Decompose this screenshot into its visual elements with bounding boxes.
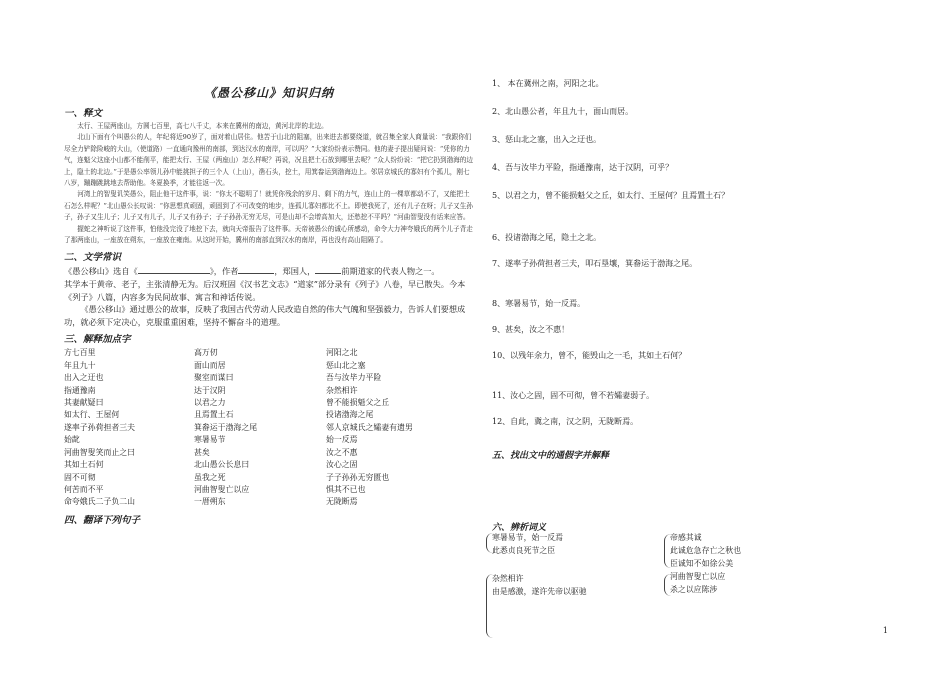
left-column (64, 78, 474, 528)
translation-paragraph: 河湾上的智叟讥笑愚公，阻止他干这件事，说：“你太不聪明了！就凭你残余的岁月、剩下的力气，连山上的一棵草都动不了，又能把土石怎么样呢？”北山愚公长叹说：“你思想真顽固，顽固到了不可改变的地步，连孤儿寡妇都比不上。即使我死了，还有儿子在呀；儿子又生孙子，孙子又生儿子；儿子又有儿子，儿子又有孙子；子子孙孙无穷无尽，可是山却不会增高加大，还愁挖不平吗？”河曲智叟没有话来应答。 (64, 190, 473, 222)
word-item: 始龀 (64, 435, 80, 445)
meaning-item: 臣诚知不如徐公美 (670, 558, 734, 568)
translate-sentence: 1、 本在冀州之南，河阳之北。 (492, 79, 604, 88)
translate-sentence: 12、自此，冀之南，汉之阴，无陇断焉。 (492, 417, 639, 426)
word-item: 河阳之北 (326, 348, 358, 358)
word-item: 其妻献疑曰 (64, 398, 104, 408)
meaning-group-4 (670, 571, 725, 597)
literature-line: 《愚公移山》选自《 》，作者 ，郑国人， 前期道家的代表人物之一。 (64, 266, 440, 277)
word-item: 一厝朔东 (194, 497, 226, 507)
word-item: 年且九十 (64, 360, 96, 370)
fill-blank-author[interactable] (238, 273, 274, 274)
fill-blank-era[interactable] (315, 273, 341, 274)
meaning-item: 河曲智叟亡以应 (670, 572, 726, 581)
meaning-item: 此诚危急存亡之秋也 (670, 545, 742, 555)
meaning-item: 寒暑易节，始一反焉 (492, 533, 564, 542)
section-heading-literature: 二、文学常识 (64, 252, 122, 264)
word-item: 惧其不已也 (326, 484, 366, 494)
word-item: 以君之力 (194, 398, 226, 408)
page-number: 1 (882, 626, 888, 635)
meaning-item: 杂然相许 (492, 574, 524, 583)
word-item: 虽我之死 (194, 472, 226, 482)
fill-blank-source[interactable] (138, 273, 210, 274)
section-heading-word-meaning: 六、辨析词义 (492, 523, 547, 533)
translation-paragraph: 北山下面有个叫愚公的人，年纪将近90岁了，面对着山居住。他苦于山北的阻塞，出来进去都要绕道，就召集全家人商量说：“我跟你们尽全力铲除险峻的大山，（使道路）一直通向豫州的南部，到达汉水的南岸，可以吗？”大家纷纷表示赞同。他的妻子提出疑问说：“凭你的力气，连魁父这座小山都不能削平，能把太行、王屋（两座山）怎么样呢？再说，况且把土石放到哪里去呢？”众人纷纷说：“把它扔到渤海的边上，隐土的北边。”于是愚公率领儿孙中能挑担子的三个人（上山），凿石头，挖土，用箕畚运到渤海边上。邻居京城氏的寡妇有个孤儿，刚七八岁，蹦蹦跳跳地去帮助他。冬夏换季，才能往返一次。 (64, 133, 473, 188)
word-item: 无陇断焉 (326, 497, 358, 507)
translation-paragraph: 太行、王屋两座山，方圆七百里，高七八千丈，本来在冀州的南边，黄河北岸的北边。 (77, 122, 328, 130)
word-item: 箕畚运于渤海之尾 (194, 422, 258, 432)
word-item: 北山愚公长息曰 (194, 460, 250, 470)
word-grid (64, 347, 474, 508)
page-title: 《愚公移山》知识归纳 (203, 86, 334, 100)
word-item: 寒暑易节 (194, 435, 226, 445)
word-item: 何苦而不平 (64, 484, 104, 494)
word-item: 出入之迂也 (64, 373, 104, 383)
word-item: 惩山北之塞 (326, 360, 366, 370)
translate-sentence: 2、北山愚公者，年且九十，面山而居。 (492, 107, 634, 116)
word-item: 汝心之固 (326, 460, 358, 470)
right-column (492, 78, 872, 428)
word-item: 始一反焉 (326, 435, 358, 445)
word-item: 邻人京城氏之孀妻有遗男 (326, 422, 413, 432)
meaning-group-1 (492, 532, 563, 558)
word-item: 命夸娥氏二子负二山 (64, 497, 136, 507)
translate-sentence: 4、吾与汝毕力平险，指通豫南，达于汉阴，可乎？ (492, 163, 674, 172)
section-heading-word-explain: 三、解释加点字 (64, 334, 131, 346)
translate-sentence: 8、寒暑易节，始一反焉。 (492, 299, 586, 308)
section-heading-translate-sentences: 四、翻译下列句子 (64, 514, 141, 526)
word-item: 指通豫南 (64, 385, 96, 395)
word-item: 且焉置土石 (194, 410, 234, 420)
literature-line: 其学本于黄帝、老子，主张清静无为。后汉班固《汉书艺文志》“道家”部分录有《列子》八卷，早已散失。今本《列子》八篇，内容多为民间故事、寓言和神话传说。 (64, 279, 466, 302)
translate-sentence: 3、惩山北之塞，出入之迂也。 (492, 135, 602, 144)
meaning-item: 帝感其诚 (670, 533, 702, 542)
translate-sentence: 6、投诸渤海之尾，隐土之北。 (492, 233, 602, 242)
word-item: 甚矣 (194, 447, 210, 457)
word-item: 曾不能损魁父之丘 (326, 398, 390, 408)
section-heading-translation: 一、释文 (64, 108, 103, 119)
meaning-item: 杀之以应陈涉 (670, 584, 718, 594)
translation-paragraph: 握蛇之神听说了这件事，怕他没完没了地挖下去，就向天帝报告了这件事。天帝被愚公的诚心所感动，命令大力神夸娥氏的两个儿子背走了那两座山，一座放在朔东，一座放在雍南。从这时开始，冀州的南部直到汉水的南岸，再也没有高山阻隔了。 (64, 224, 473, 245)
word-item: 子子孙孙无穷匮也 (326, 472, 390, 482)
word-item: 其如土石何 (64, 460, 104, 470)
meaning-group-2 (670, 532, 741, 570)
word-item: 聚室而谋曰 (194, 373, 234, 383)
word-item: 河曲智叟亡以应 (194, 484, 250, 494)
word-item: 方七百里 (64, 348, 96, 358)
meaning-group-3 (492, 573, 587, 599)
translate-sentence: 5、以君之力，曾不能损魁父之丘，如太行、王屋何？且焉置土石？ (492, 191, 730, 200)
word-item: 如太行、王屋何 (64, 410, 120, 420)
word-item: 固不可彻 (64, 472, 96, 482)
word-item: 投诸渤海之尾 (326, 410, 374, 420)
translate-sentence: 9、甚矣，汝之不惠！ (492, 325, 570, 334)
word-item: 面山而居 (194, 360, 226, 370)
word-item: 达于汉阴 (194, 385, 226, 395)
translate-sentence: 11、汝心之固，固不可彻，曾不若孀妻弱子。 (492, 391, 655, 400)
translate-sentence: 7、遂率子孙荷担者三夫，叩石垦壤，箕畚运于渤海之尾。 (492, 259, 698, 268)
translate-sentence: 10、以残年余力，曾不，能毁山之一毛，其如土石何？ (492, 351, 687, 360)
word-item: 吾与汝毕力平险 (326, 373, 382, 383)
word-item: 汝之不惠 (326, 447, 358, 457)
meaning-item: 由是感激，遂许先帝以驱驰 (492, 586, 587, 596)
word-item: 河曲智叟笑而止之曰 (64, 447, 136, 457)
sentence-list (492, 78, 872, 428)
meaning-item: 此悉贞良死节之臣 (492, 545, 556, 555)
word-item: 杂然相许 (326, 385, 358, 395)
section-heading-tongjia: 五、找出文中的通假字并解释 (492, 451, 610, 461)
word-item: 遂率子孙荷担者三夫 (64, 422, 136, 432)
literature-line: 《愚公移山》通过愚公的故事，反映了我国古代劳动人民改造自然的伟大气魄和坚强毅力，告诉人们要想成功，就必须下定决心，克服重重困难，坚持不懈奋斗的道理。 (64, 304, 466, 327)
word-item: 高万仞 (194, 348, 218, 358)
